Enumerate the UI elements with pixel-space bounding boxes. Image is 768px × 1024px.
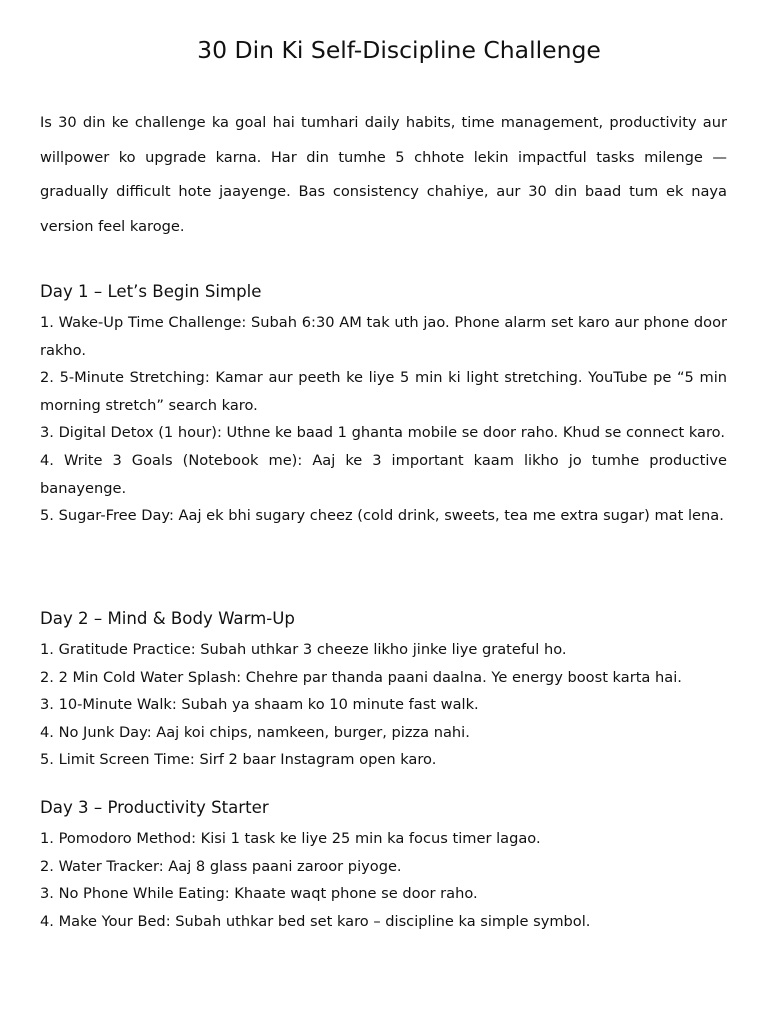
task-item: 2. Water Tracker: Aaj 8 glass paani zaroor piyoge. xyxy=(40,857,402,875)
task-item: 4. Write 3 Goals (Notebook me): Aaj ke 3 important kaam likho jo tumhe productive banayenge. xyxy=(40,451,727,497)
task-item: 4. Make Your Bed: Subah uthkar bed set karo – discipline ka simple symbol. xyxy=(40,912,591,930)
task-item: 1. Wake-Up Time Challenge: Subah 6:30 AM tak uth jao. Phone alarm set karo aur phone door rakho. xyxy=(40,314,727,359)
task-item: 1. Gratitude Practice: Subah uthkar 3 cheeze likho jinke liye grateful ho. xyxy=(40,641,567,658)
task-item: 3. Digital Detox (1 hour): Uthne ke baad 1 ghanta mobile se door raho. Khud se connect karo. xyxy=(40,424,725,442)
task-item: 5. Limit Screen Time: Sirf 2 baar Instagram open karo. xyxy=(40,751,437,769)
task-item: 2. 2 Min Cold Water Splash: Chehre par thanda paani daalna. Ye energy boost karta hai. xyxy=(40,668,682,686)
document-title: 30 Din Ki Self-Discipline Challenge xyxy=(197,36,601,64)
intro-paragraph: Is 30 din ke challenge ka goal hai tumhari daily habits, time management, productivity aur willpower ko upgrade karna. Har din tumhe 5 chhote lekin impactful tasks milenge — gradually difficult hote jaayenge. Bas consistency chahiye, aur 30 din baad tum ek naya version feel karoge. xyxy=(40,114,727,235)
day-1-task-list xyxy=(40,309,727,530)
day-2-task-list xyxy=(40,636,727,774)
day-3-heading: Day 3 – Productivity Starter xyxy=(40,798,269,817)
task-item: 3. No Phone While Eating: Khaate waqt phone se door raho. xyxy=(40,885,478,903)
task-item: 5. Sugar-Free Day: Aaj ek bhi sugary cheez (cold drink, sweets, tea me extra sugar) mat lena. xyxy=(40,507,724,525)
day-2-heading: Day 2 – Mind & Body Warm-Up xyxy=(40,609,295,628)
day-3-section xyxy=(40,796,727,935)
task-item: 1. Pomodoro Method: Kisi 1 task ke liye 25 min ka focus timer lagao. xyxy=(40,830,541,847)
day-2-section xyxy=(40,607,727,774)
day-3-task-list xyxy=(40,825,727,935)
task-item: 4. No Junk Day: Aaj koi chips, namkeen, burger, pizza nahi. xyxy=(40,723,470,741)
day-1-heading: Day 1 – Let’s Begin Simple xyxy=(40,282,262,301)
task-item: 3. 10-Minute Walk: Subah ya shaam ko 10 minute fast walk. xyxy=(40,696,479,714)
day-1-section xyxy=(40,280,727,530)
task-item: 2. 5-Minute Stretching: Kamar aur peeth ke liye 5 min ki light stretching. YouTube pe “5 min morning stretch” search karo. xyxy=(40,369,727,414)
